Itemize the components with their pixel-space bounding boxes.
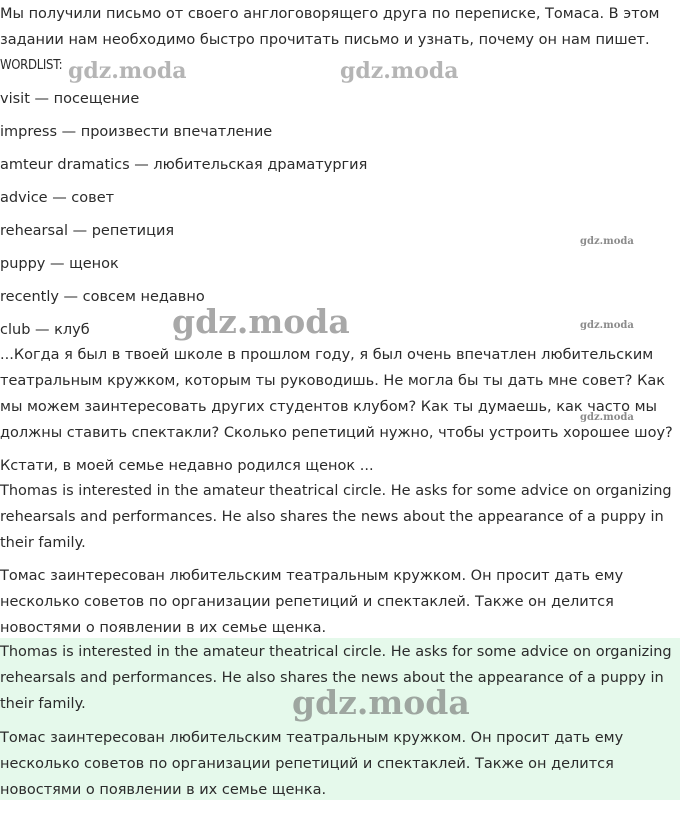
- letter-postscript: Кстати, в моей семье недавно родился щенок ...: [0, 458, 374, 474]
- wordlist-label: WORDLIST:: [0, 58, 63, 73]
- wordlist-item: rehearsal — репетиция: [0, 223, 175, 239]
- wordlist-item: visit — посещение: [0, 91, 140, 107]
- wordlist-item: puppy — щенок: [0, 256, 119, 272]
- answer-english: Thomas is interested in the amateur theatrical circle. He asks for some advice on organizing rehearsals and performances. He also shares the news about the appearance of a puppy in their family.: [0, 483, 672, 551]
- wordlist-item: club — клуб: [0, 322, 90, 338]
- watermark-logo: gdz.moda: [172, 302, 350, 341]
- answer-russian: Томас заинтересован любительским театральным кружком. Он просит дать ему несколько советов по организации репетиций и спектаклей. Также он делится новостями о появлении в их семье щенка.: [0, 568, 624, 636]
- wordlist-item: amteur dramatics — любительская драматургия: [0, 157, 368, 173]
- highlighted-answer-english: Thomas is interested in the amateur theatrical circle. He asks for some advice on organizing rehearsals and performances. He also shares the news about the appearance of a puppy in their family.: [0, 644, 672, 712]
- wordlist-item: recently — совсем недавно: [0, 289, 205, 305]
- highlighted-answer-russian: Томас заинтересован любительским театральным кружком. Он просит дать ему несколько советов по организации репетиций и спектаклей. Также он делится новостями о появлении в их семье щенка.: [0, 730, 624, 798]
- intro-paragraph: Мы получили письмо от своего англоговорящего друга по переписке, Томаса. В этом задании нам необходимо быстро прочитать письмо и узнать, почему он нам пишет.: [0, 6, 660, 48]
- watermark-logo: gdz.moda: [580, 412, 634, 423]
- watermark-logo: gdz.moda: [68, 58, 187, 84]
- wordlist-item: advice — совет: [0, 190, 115, 206]
- watermark-logo: gdz.moda: [292, 683, 470, 722]
- letter-excerpt: ...Когда я был в твоей школе в прошлом году, я был очень впечатлен любительским театральным кружком, которым ты руководишь. Не могла бы ты дать мне совет? Как мы можем заинтересовать других студентов клубом? Как ты думаешь, как часто мы должны ставить спектакли? Сколько репетиций нужно, чтобы устроить хорошее шоу?: [0, 347, 673, 441]
- watermark-logo: gdz.moda: [340, 58, 459, 84]
- watermark-logo: gdz.moda: [580, 236, 634, 247]
- watermark-logo: gdz.moda: [580, 320, 634, 331]
- wordlist-item: impress — произвести впечатление: [0, 124, 273, 140]
